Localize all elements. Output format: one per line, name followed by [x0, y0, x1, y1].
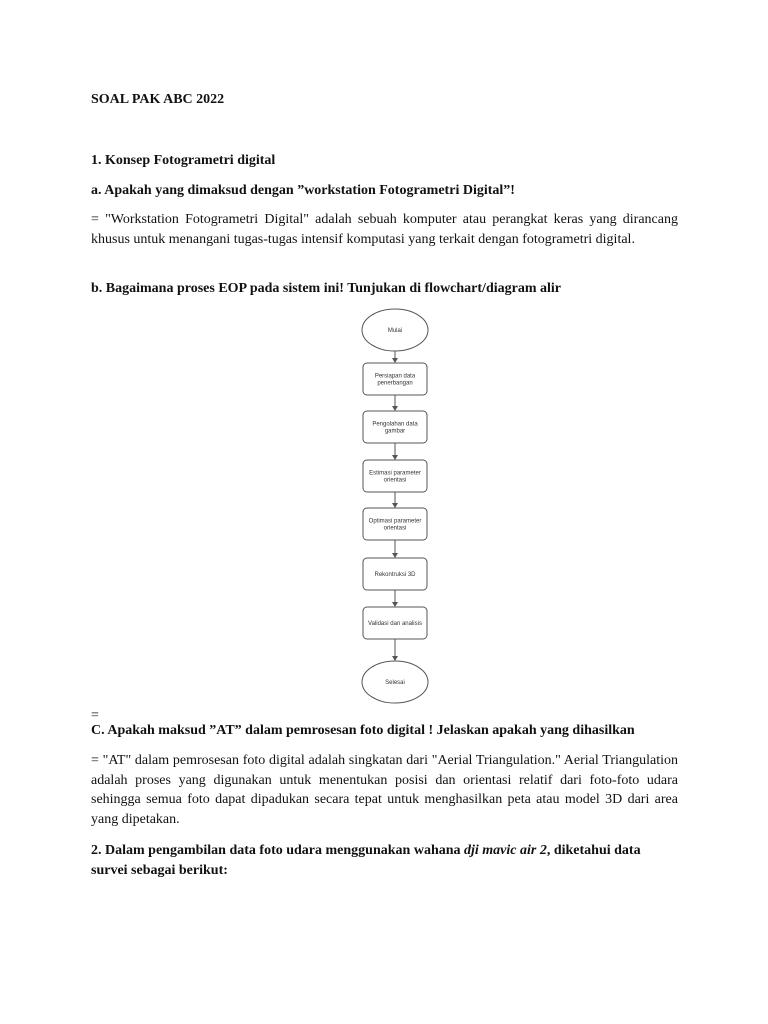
- question-2: [91, 841, 678, 880]
- flow-arrow-5-head: [392, 553, 398, 558]
- answer-1b-equals: =: [91, 708, 99, 723]
- question-1a: a. Apakah yang dimaksud dengan ”workstation Fotogrametri Digital”!: [91, 183, 515, 198]
- flow-start-label: Mulai: [387, 328, 403, 334]
- question-1c: C. Apakah maksud ”AT” dalam pemrosesan foto digital ! Jelaskan apakah yang dihasilkan: [91, 723, 635, 738]
- eop-flowchart: [345, 308, 445, 706]
- flow-arrow-1-head: [392, 358, 398, 363]
- flow-step-6-label: Validasi dan analisis: [368, 621, 422, 627]
- question-1b: b. Bagaimana proses EOP pada sistem ini! Tunjukan di flowchart/diagram alir: [91, 281, 561, 296]
- flow-step-2-label: Pengolahan data gambar: [372, 421, 418, 435]
- flow-arrow-6-head: [392, 602, 398, 607]
- question-1-heading: 1. Konsep Fotogrametri digital: [91, 153, 276, 168]
- flow-step-5-label: Rekontruksi 3D: [374, 572, 416, 578]
- question-2-drone-name: dji mavic air 2: [464, 843, 547, 858]
- flow-step-3-label: Estimasi parameter orientasi: [369, 470, 421, 484]
- document-title: SOAL PAK ABC 2022: [91, 92, 225, 107]
- question-2-text-end: , diketahui data survei sebagai berikut:: [91, 843, 641, 878]
- flow-arrow-4-head: [392, 503, 398, 508]
- flow-arrow-end-head: [392, 656, 398, 661]
- flow-end-label: Selesai: [385, 680, 405, 686]
- question-2-text-start: 2. Dalam pengambilan data foto udara menggunakan wahana: [91, 843, 465, 858]
- flow-arrow-2-head: [392, 406, 398, 411]
- flow-step-1-label: Persiapan data penerbangan: [374, 373, 416, 387]
- answer-1a: = "Workstation Fotogrametri Digital" adalah sebuah komputer atau perangkat keras yang dirancang khusus untuk menangani tugas-tugas intensif komputasi yang terkait dengan fotogrametri digital.: [91, 212, 678, 247]
- answer-1c: = "AT" dalam pemrosesan foto digital adalah singkatan dari "Aerial Triangulation." Aerial Triangulation adalah proses yang digunakan untuk menentukan posisi dan orientasi relatif dari foto-foto udara sehingga semua foto dapat dipadukan secara tepat untuk menghasilkan peta atau model 3D dari area yang dipetakan.: [91, 753, 678, 827]
- flowchart-svg: [345, 308, 445, 706]
- flow-step-4-label: Optimasi parameter orientasi: [368, 518, 422, 532]
- flow-arrow-3-head: [392, 455, 398, 460]
